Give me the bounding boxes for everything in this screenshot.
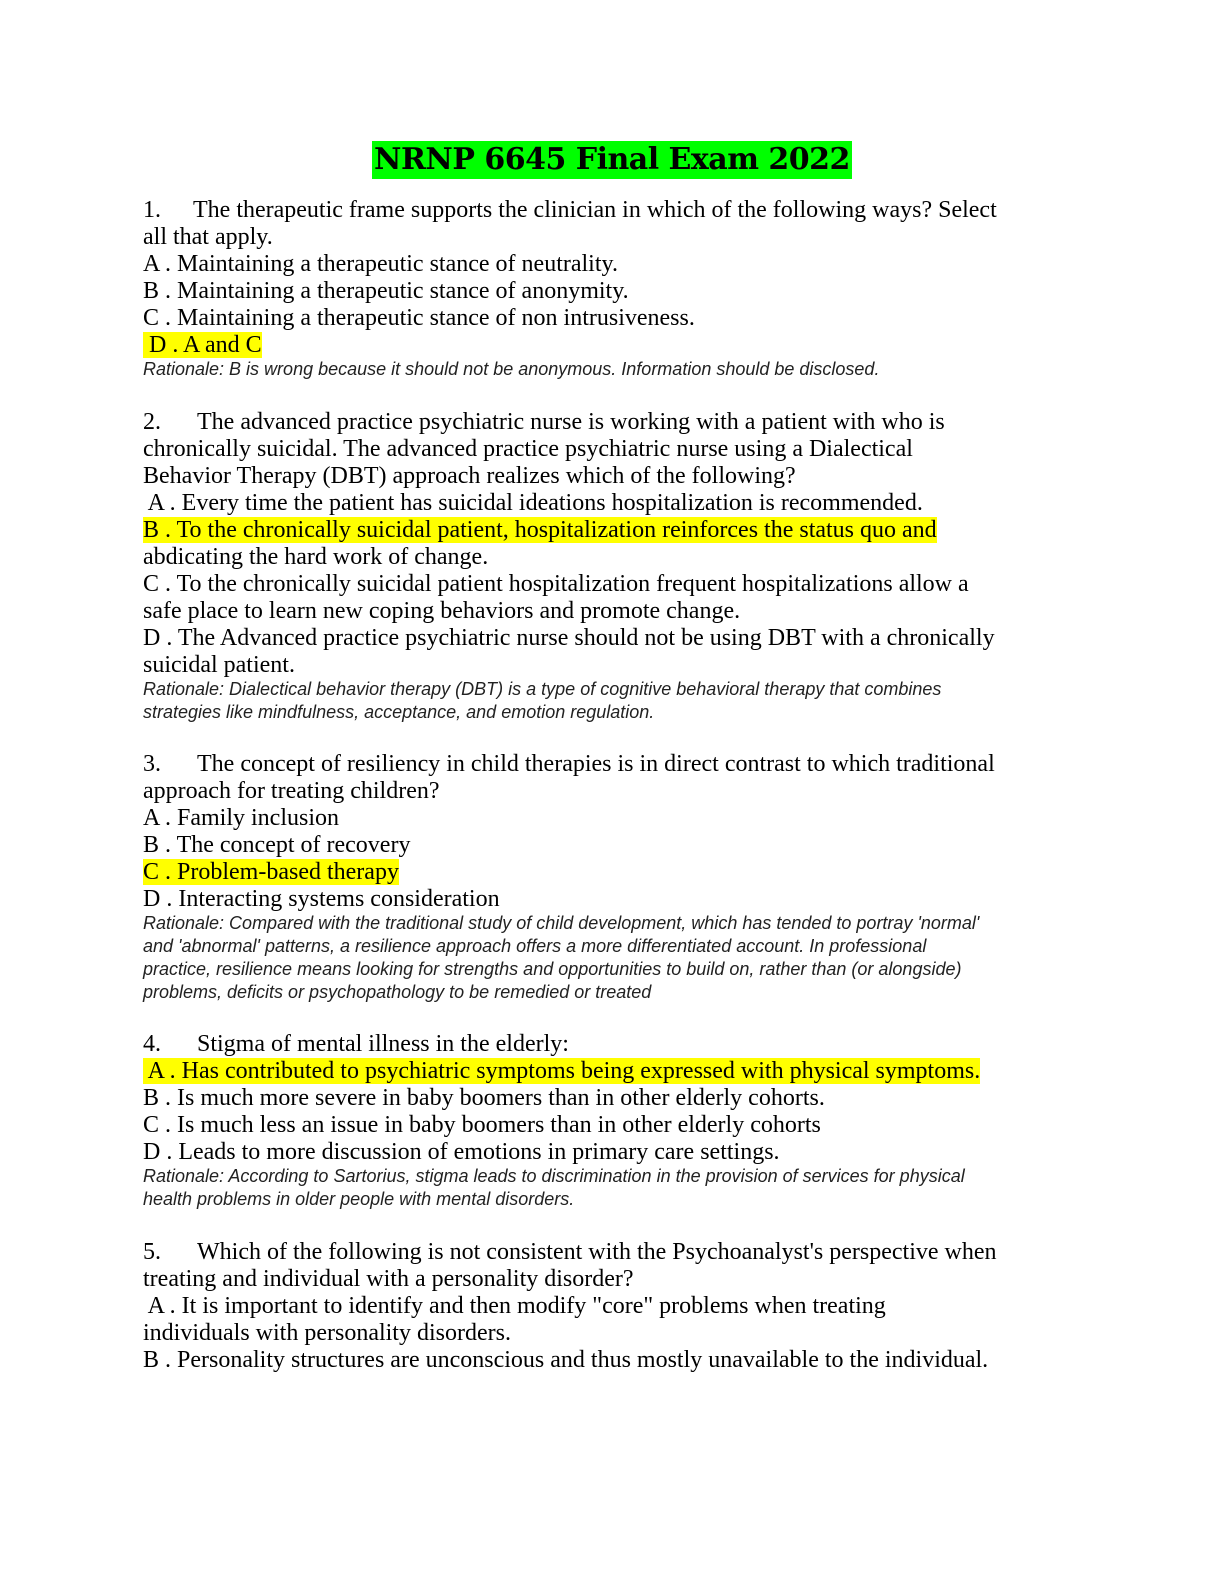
question-stem-line xyxy=(143,409,1083,436)
question-stem-line xyxy=(143,436,1083,463)
option-text: B . Is much more severe in baby boomers than in other elderly cohorts. xyxy=(143,1085,825,1111)
answer-option xyxy=(143,571,1083,598)
question-5 xyxy=(143,1239,1083,1374)
option-text: A . Maintaining a therapeutic stance of neutrality. xyxy=(143,251,618,277)
rationale-text: Rationale: Dialectical behavior therapy (DBT) is a type of cognitive behavioral therapy that combines xyxy=(143,679,942,699)
correct-answer-option xyxy=(143,544,1083,571)
option-text: D . Interacting systems consideration xyxy=(143,886,500,912)
question-4 xyxy=(143,1031,1083,1211)
answer-option xyxy=(143,1112,1083,1139)
answer-option xyxy=(143,305,1083,332)
option-text: D . The Advanced practice psychiatric nurse should not be using DBT with a chronically xyxy=(143,625,995,651)
answer-option xyxy=(143,1139,1083,1166)
answer-option xyxy=(143,805,1083,832)
answer-option xyxy=(143,832,1083,859)
option-text: suicidal patient. xyxy=(143,652,295,678)
rationale-text: strategies like mindfulness, acceptance, and emotion regulation. xyxy=(143,702,655,722)
rationale-text: problems, deficits or psychopathology to be remedied or treated xyxy=(143,982,652,1002)
option-text: safe place to learn new coping behaviors and promote change. xyxy=(143,598,741,624)
rationale-text: Rationale: Compared with the traditional study of child development, which has tended to portray 'normal' xyxy=(143,913,980,933)
question-number: 4. xyxy=(143,1031,161,1057)
correct-answer-option xyxy=(143,517,1083,544)
answer-option xyxy=(143,490,1083,517)
option-text: A . It is important to identify and then modify "core" problems when treating xyxy=(143,1293,886,1319)
option-text: B . Maintaining a therapeutic stance of anonymity. xyxy=(143,278,629,304)
rationale-text: and 'abnormal' patterns, a resilience approach offers a more differentiated account. In professional xyxy=(143,936,927,956)
answer-option xyxy=(143,886,1083,913)
answer-option xyxy=(143,278,1083,305)
answer-option xyxy=(143,1085,1083,1112)
option-text: A . Has contributed to psychiatric symptoms being expressed with physical symptoms. xyxy=(143,1058,981,1084)
option-text: A . Every time the patient has suicidal ideations hospitalization is recommended. xyxy=(143,490,923,516)
option-text: individuals with personality disorders. xyxy=(143,1320,511,1346)
option-text: C . Problem-based therapy xyxy=(143,859,399,885)
question-stem-line xyxy=(143,224,1083,251)
question-stem-text: Stigma of mental illness in the elderly: xyxy=(197,1031,569,1057)
option-text: D . A and C xyxy=(143,332,262,358)
answer-option xyxy=(143,652,1083,679)
rationale-text: Rationale: B is wrong because it should not be anonymous. Information should be disclosed. xyxy=(143,359,880,379)
question-stem-line xyxy=(143,1031,1083,1058)
correct-answer-option xyxy=(143,859,1083,886)
question-2 xyxy=(143,409,1083,724)
correct-answer-option xyxy=(143,332,1083,359)
option-text: D . Leads to more discussion of emotions in primary care settings. xyxy=(143,1139,780,1165)
answer-option xyxy=(143,598,1083,625)
question-number: 2. xyxy=(143,409,161,435)
option-text: A . Family inclusion xyxy=(143,805,340,831)
option-text: B . To the chronically suicidal patient, hospitalization reinforces the status quo and xyxy=(143,517,937,543)
answer-option xyxy=(143,1293,1083,1320)
question-stem-text: Which of the following is not consistent with the Psychoanalyst's perspective when xyxy=(197,1239,997,1265)
question-stem-text: treating and individual with a personality disorder? xyxy=(143,1266,634,1292)
question-stem-text: The concept of resiliency in child therapies is in direct contrast to which traditional xyxy=(197,751,995,777)
question-number: 3. xyxy=(143,751,161,777)
option-text: C . Is much less an issue in baby boomers than in other elderly cohorts xyxy=(143,1112,821,1138)
question-stem-line xyxy=(143,778,1083,805)
answer-option xyxy=(143,1347,1083,1374)
question-stem-text: all that apply. xyxy=(143,224,273,250)
rationale-text: Rationale: According to Sartorius, stigma leads to discrimination in the provision of services for physical xyxy=(143,1166,965,1186)
option-text: abdicating the hard work of change. xyxy=(143,544,489,570)
question-stem-text: approach for treating children? xyxy=(143,778,440,804)
question-stem-line xyxy=(143,1239,1083,1266)
question-number: 5. xyxy=(143,1239,161,1265)
option-text: C . Maintaining a therapeutic stance of non intrusiveness. xyxy=(143,305,695,331)
question-stem-line xyxy=(143,1266,1083,1293)
correct-answer-option xyxy=(143,1058,1083,1085)
question-stem-line xyxy=(143,751,1083,778)
answer-option xyxy=(143,1320,1083,1347)
answer-option xyxy=(143,251,1083,278)
question-3 xyxy=(143,751,1083,1004)
question-stem-text: Behavior Therapy (DBT) approach realizes which of the following? xyxy=(143,463,796,489)
question-number: 1. xyxy=(143,197,161,223)
answer-option xyxy=(143,625,1083,652)
question-stem-text: chronically suicidal. The advanced practice psychiatric nurse using a Dialectical xyxy=(143,436,913,462)
option-text: C . To the chronically suicidal patient hospitalization frequent hospitalizations allow a xyxy=(143,571,969,597)
title-container xyxy=(0,141,1224,179)
question-stem-line xyxy=(143,463,1083,490)
rationale-text: health problems in older people with mental disorders. xyxy=(143,1189,575,1209)
question-1 xyxy=(143,197,1083,381)
question-stem-text: The advanced practice psychiatric nurse is working with a patient with who is xyxy=(197,409,945,435)
document-title: NRNP 6645 Final Exam 2022 xyxy=(374,142,850,177)
question-stem-line xyxy=(143,197,1083,224)
option-text: B . The concept of recovery xyxy=(143,832,411,858)
question-stem-text: The therapeutic frame supports the clinician in which of the following ways? Select xyxy=(193,197,997,223)
option-text: B . Personality structures are unconscious and thus mostly unavailable to the individual. xyxy=(143,1347,989,1373)
rationale-text: practice, resilience means looking for strengths and opportunities to build on, rather than (or alongside) xyxy=(143,959,962,979)
